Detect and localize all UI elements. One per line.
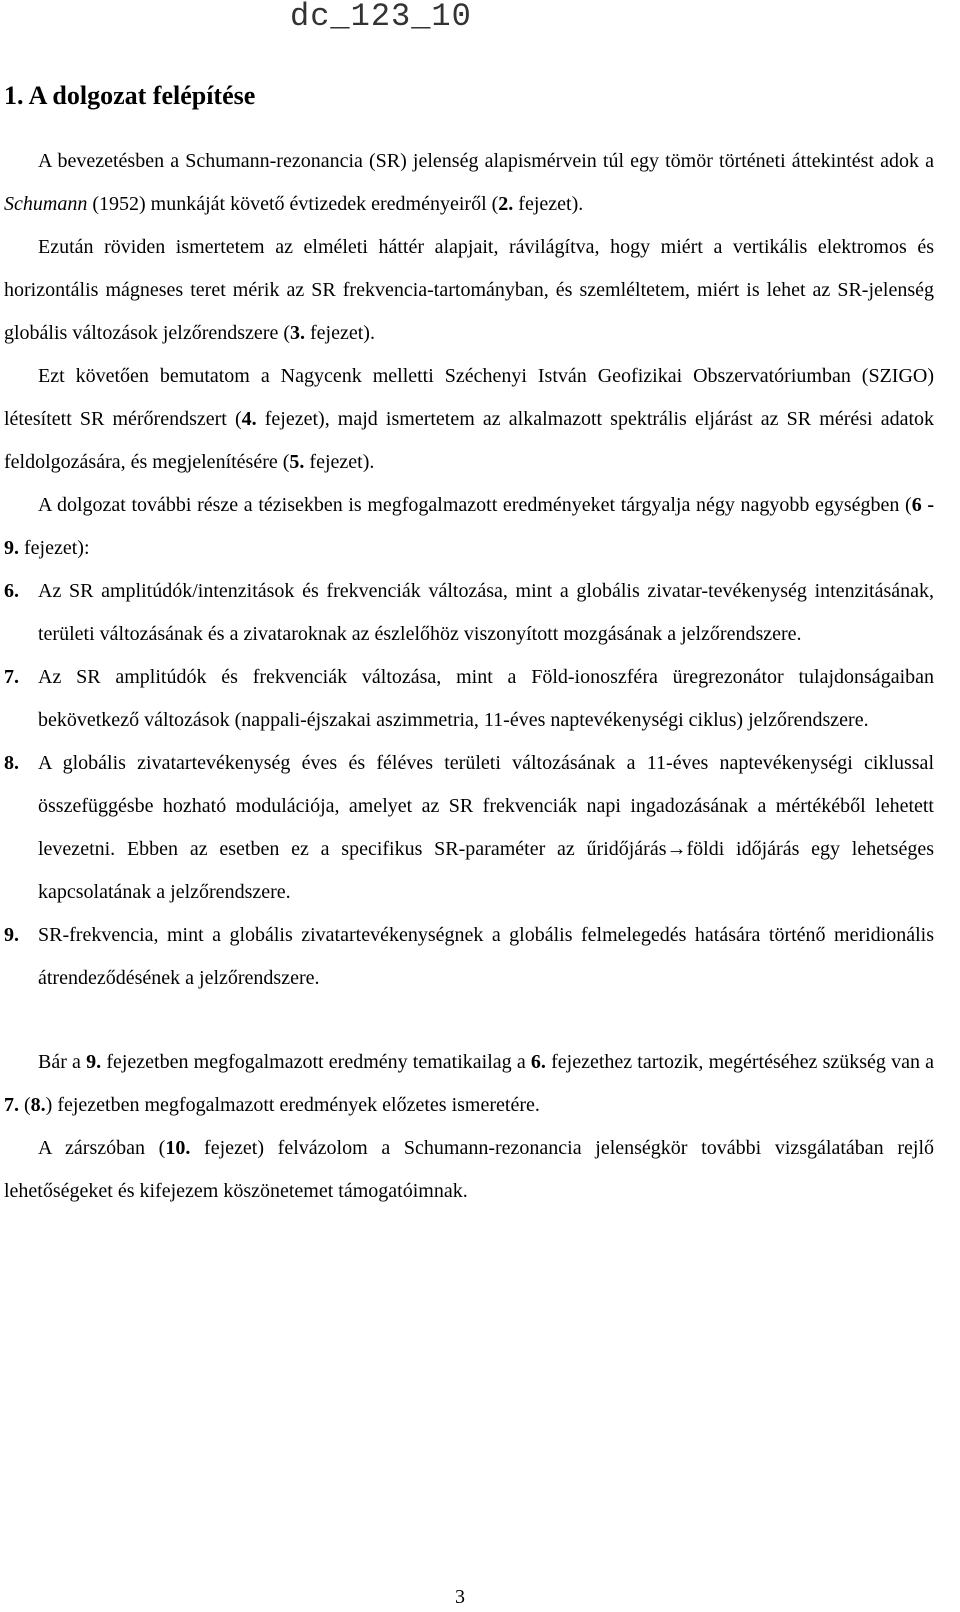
spacer: [4, 1000, 934, 1041]
list-item-text: A globális zivatartevékenység éves és féléves területi változásának a 11-éves naptevékenységi ciklussal összefüggésbe hozható modulációja, amelyet az SR frekvenciák napi ingadozásának a mértékéből lehetett levezetni. Ebben az esetben ez a specifikus SR-paraméter az űridőjárás→földi időjárás egy lehetséges kapcsolatának a jelzőrendszere.: [38, 752, 934, 903]
section-title: 1. A dolgozat felépítése: [4, 81, 256, 110]
chapter-ref: 6.: [530, 1051, 546, 1073]
paragraph-methods: [4, 355, 934, 484]
document-body: [4, 76, 934, 1213]
chapter-ref: 4.: [241, 408, 257, 430]
chapter-ref: 7.: [4, 1094, 19, 1116]
list-item: [4, 656, 934, 742]
list-item-text: Az SR amplitúdók és frekvenciák változása, mint a Föld-ionoszféra üregrezonátor tulajdonságaiban bekövetkező változások (nappali-éjszakai aszimmetria, 11-éves naptevékenységi ciklus) jelzőrendszere.: [38, 666, 934, 731]
list-item-text: Az SR amplitúdók/intenzitások és frekvenciák változása, mint a globális zivatar-tevékenység intenzitásának, területi változásának és a zivataroknak az észlelőhöz viszonyított mozgásának a jelzőrendszere.: [38, 580, 934, 645]
chapter-ref: 5.: [289, 451, 305, 473]
paragraph-text: ) fejezetben megfogalmazott eredmények előzetes ismeretére.: [45, 1094, 540, 1116]
paragraph-text: A dolgozat további része a tézisekben is megfogalmazott eredményeket tárgyalja négy nagyobb egységben (: [38, 494, 912, 516]
list-item: [4, 742, 934, 914]
chapter-ref: 8.: [30, 1094, 46, 1116]
paragraph-text: Ezt követően bemutatom a Nagycenk melletti Széchenyi István Geofizikai Obszervatóriumban (SZIGO) létesített SR mérőrendszert (: [4, 365, 934, 430]
chapter-ref: 6 - 9.: [4, 494, 934, 559]
paragraph-text: fejezet) felvázolom a Schumann-rezonancia jelenségkör további vizsgálatában rejlő lehetőségeket és kifejezem köszönetemet támogatóimnak.: [4, 1137, 935, 1202]
list-item-number: 9.: [4, 924, 19, 946]
paragraph-text: fejezet).: [309, 451, 375, 473]
list-item-number: 6.: [4, 580, 19, 602]
chapter-ref: 3.: [290, 322, 305, 344]
list-item-number: 8.: [4, 752, 19, 774]
list-item: [4, 914, 934, 1000]
page-number: 3: [455, 1586, 465, 1608]
author-name: Schumann: [4, 193, 88, 215]
paragraph-text: fejezethez tartozik, megértéséhez szükség van a: [551, 1051, 935, 1073]
paragraph-closing: [4, 1127, 934, 1213]
paragraph-text: fejezet).: [518, 193, 584, 215]
list-item-text: SR-frekvencia, mint a globális zivatartevékenységnek a globális felmelegedés hatására történő meridionális átrendeződésének a jelzőrendszere.: [38, 924, 934, 989]
paragraph-text: (1952) munkáját követő évtizedek eredményeiről (: [92, 193, 499, 215]
paragraph-results-intro: [4, 484, 934, 570]
paragraph-text: A bevezetésben a Schumann-rezonancia (SR) jelenség alapismérvein túl egy tömör történeti áttekintést adok a: [38, 150, 934, 172]
document-id: dc_123_10: [290, 0, 472, 35]
list-item-number: 7.: [4, 666, 19, 688]
paragraph-text: Ezután röviden ismertetem az elméleti háttér alapjait, rávilágítva, hogy miért a vertikális elektromos és horizontális mágneses teret mérik az SR frekvencia-tartományban, és szemléltetem, miért is lehet az SR-jelenség globális változások jelzőrendszere (: [4, 236, 934, 344]
paragraph-relation: [4, 1041, 934, 1127]
paragraph-text: fejezet):: [24, 537, 90, 559]
list-item: [4, 570, 934, 656]
chapter-ref: 2.: [498, 193, 514, 215]
paragraph-intro: [4, 140, 934, 226]
chapter-ref: 9.: [86, 1051, 102, 1073]
paragraph-text: (: [24, 1094, 31, 1116]
chapter-ref: 10.: [165, 1137, 191, 1159]
paragraph-text: Bár a: [38, 1051, 81, 1073]
paragraph-text: fejezet).: [310, 322, 375, 344]
paragraph-text: fejezet), majd ismertetem az alkalmazott spektrális eljárást az SR mérési adatok feldolgozására, és megjelenítésére (: [4, 408, 934, 473]
results-list: [4, 570, 934, 1000]
paragraph-text: A zárszóban (: [38, 1137, 166, 1159]
paragraph-text: fejezetben megfogalmazott eredmény tematikailag a: [106, 1051, 526, 1073]
paragraph-theory: [4, 226, 934, 355]
